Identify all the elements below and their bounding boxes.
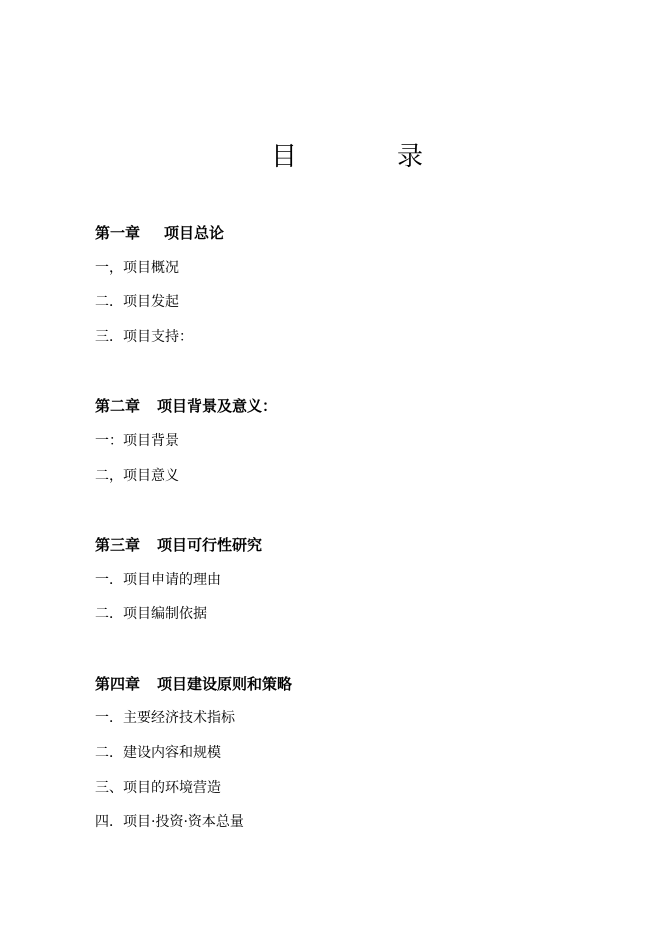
chapter-heading-1	[95, 223, 224, 243]
chapter-title: 项目总论	[164, 224, 225, 242]
toc-item: 一：项目背景	[95, 433, 179, 449]
chapter-number: 第三章	[95, 536, 141, 554]
toc-item: 二．建设内容和规模	[95, 745, 221, 761]
chapter-title: 项目建设原则和策略	[157, 675, 293, 693]
chapter-heading-4	[95, 674, 292, 694]
toc-item: 一．项目申请的理由	[95, 572, 221, 588]
chapter-number: 第四章	[95, 675, 141, 693]
page-title	[0, 140, 662, 174]
chapter-heading-3	[95, 535, 262, 555]
chapter-title: 项目可行性研究	[157, 536, 263, 554]
chapter-number: 第二章	[95, 397, 141, 415]
chapter-heading-2	[95, 396, 277, 416]
title-char-2: 录	[397, 142, 424, 172]
chapter-title: 项目背景及意义：	[157, 397, 278, 415]
toc-item: 四．项目·投资·资本总量	[95, 814, 244, 830]
toc-item: 二．项目发起	[95, 294, 179, 310]
toc-item: 二．项目编制依据	[95, 606, 207, 622]
toc-item: 二，项目意义	[95, 468, 179, 484]
title-char-1: 目	[271, 142, 298, 172]
toc-item: 三．项目支持：	[95, 329, 193, 345]
toc-item: 三、项目的环境营造	[95, 780, 221, 796]
toc-item: 一．主要经济技术指标	[95, 710, 235, 726]
chapter-number: 第一章	[95, 224, 141, 242]
toc-item: 一，项目概况	[95, 260, 179, 276]
